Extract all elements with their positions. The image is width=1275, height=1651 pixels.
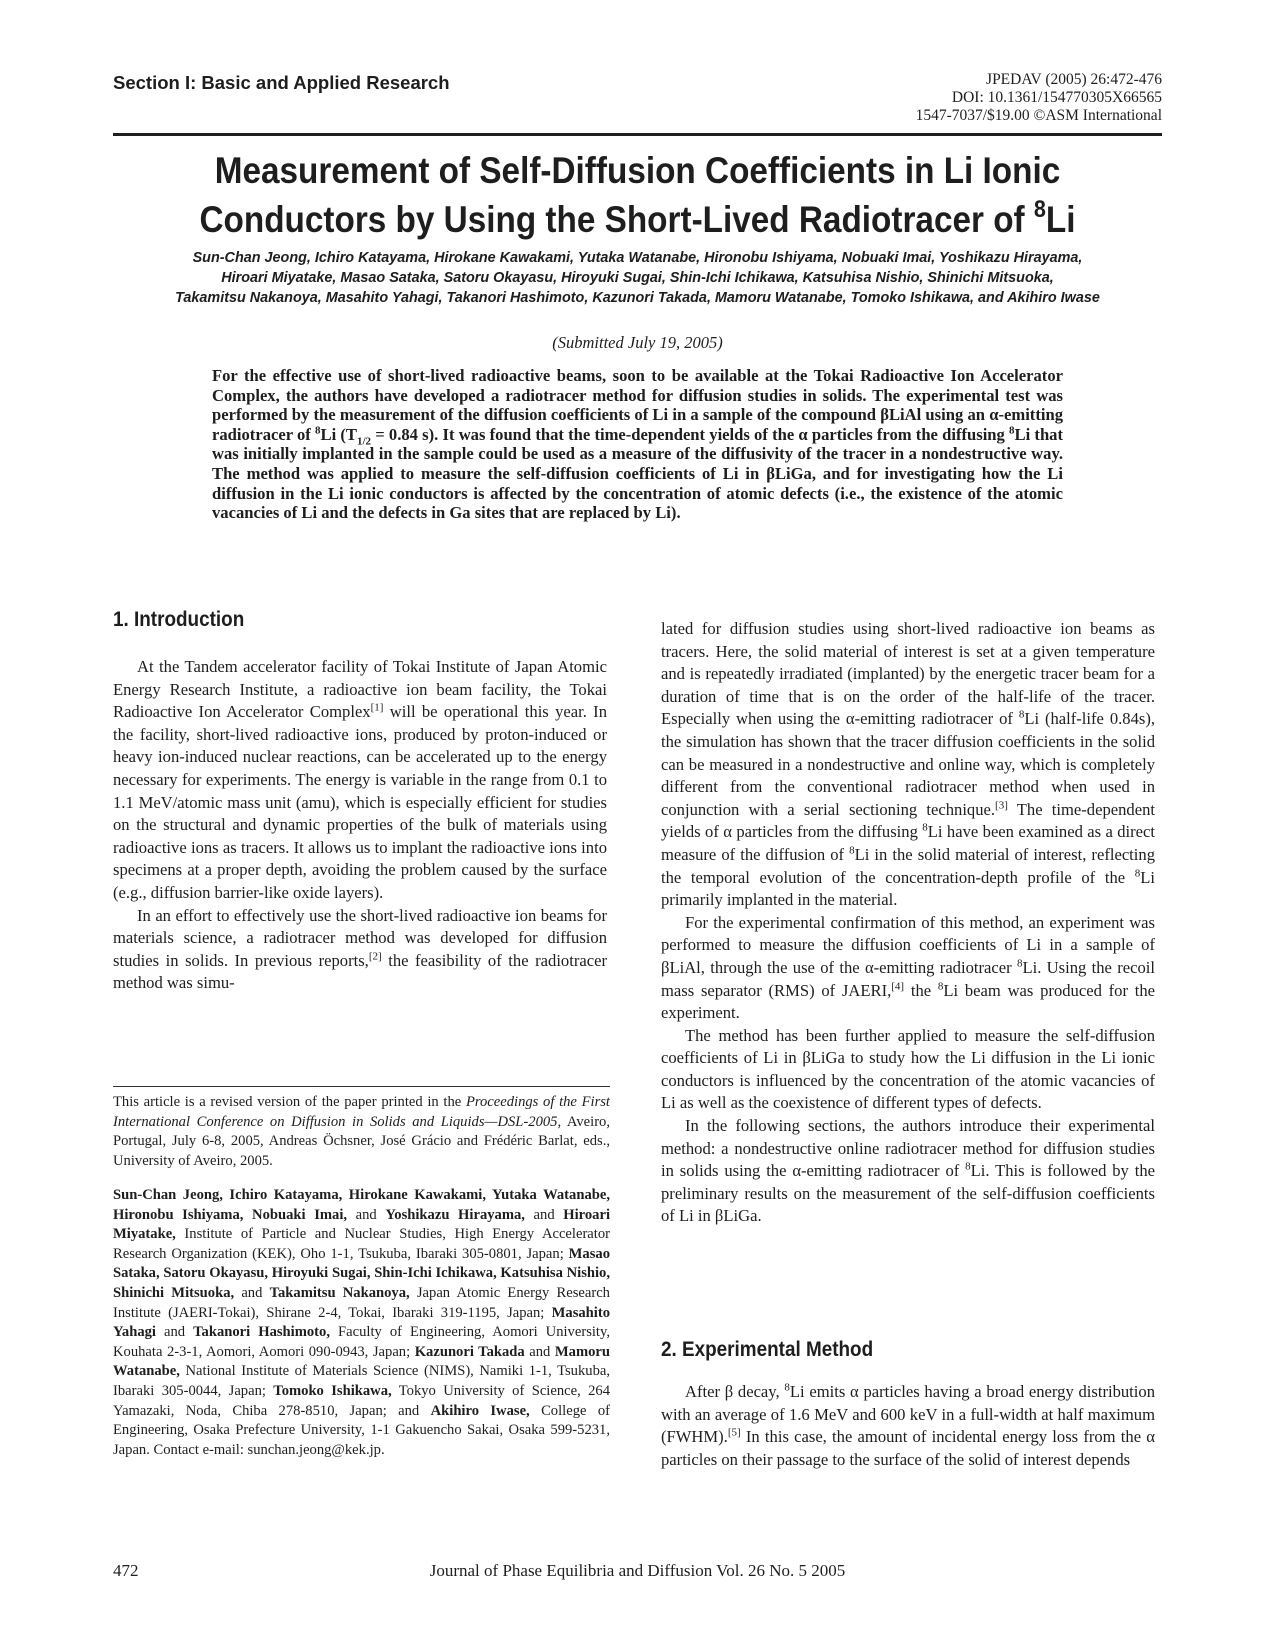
citation-ref: [3]: [995, 799, 1008, 812]
text: Aveiro, Portugal, July 6-8, 2005, Andreas Öchsner, José Grácio and Frédéric Barlat, eds., University of Aveiro, 2005.: [113, 1113, 610, 1169]
author-line: Hiroari Miyatake, Masao Sataka, Satoru Okayasu, Hiroyuki Sugai, Shin-Ichi Ichikawa, Katsuhisa Nishio, Shinichi Mitsuoka,: [221, 270, 1054, 286]
paragraph: [113, 905, 607, 995]
text: Li in the solid material of interest, reflecting the temporal evolution of the concentration-depth profile of the: [661, 844, 1155, 887]
abstract-text: Li that was initially implanted in the sample could be used as a measure of the diffusivity of the tracer in a nondestructive way. The method was applied to measure the self-diffusion coefficients of Li in βLiGa, and for investigating how the Li diffusion in the Li ionic conductors is affected by the concentration of atomic defects (i.e., the existence of the atomic vacancies of Li and the defects in Ga sites that are replaced by Li).: [212, 424, 1064, 523]
text: Li emits α particles having a broad energy distribution with an average of 1.6 MeV and 600 keV in a full-width at half maximum (FWHM).: [661, 1382, 1155, 1447]
text: Li. Using the recoil mass separator (RMS) of JAERI,: [661, 957, 1156, 1000]
doi: DOI: 10.1361/154770305X66565: [951, 89, 1162, 106]
paragraph: [113, 656, 607, 905]
issn-price: 1547-7037/$19.00 ©ASM International: [915, 107, 1162, 124]
paragraph: [661, 912, 1155, 1025]
superscript: 8: [1009, 424, 1015, 437]
superscript: 8: [784, 1381, 790, 1394]
paragraph: [661, 1381, 1155, 1471]
author-line: Takamitsu Nakanoya, Masahito Yahagi, Takanori Hashimoto, Kazunori Takada, Mamoru Watanabe, Tomoko Ishikawa, and Akihiro Iwase: [175, 290, 1100, 306]
text: College of Engineering, Osaka Prefecture University, 1-1 Gakuencho Sakai, Osaka 599-5231, Japan. Contact e-mail: sunchan.jeong@kek.jp.: [113, 1402, 610, 1458]
citation-ref: [5]: [727, 1426, 741, 1439]
page-number: 472: [113, 1561, 139, 1580]
section-label: Section I: Basic and Applied Research: [113, 72, 450, 93]
abstract: [212, 366, 1063, 523]
text: and: [234, 1284, 270, 1301]
abstract-text: Li (T: [320, 424, 357, 444]
text: Faculty of Engineering, Aomori University, Kouhata 2-3-1, Aomori, Aomori 090-0943, Japan;: [113, 1324, 610, 1360]
citation-ref: [2]: [368, 950, 382, 963]
proceedings-title: Proceedings of the First International Conference on Diffusion in Solids and Liquids—DSL-2005,: [113, 1094, 610, 1130]
title-text-end: Li: [1045, 199, 1076, 240]
text: and: [524, 1206, 564, 1223]
text: lated for diffusion studies using short-lived radioactive ion beams as tracers. Here, the solid material of interest is set at a given temperature and is repeatedly irradiated (implanted) by the energetic tracer beam for a duration of time that is on the order of the half-life of the tracer. Especially when using the α-emitting radiotracer of: [661, 619, 1155, 729]
superscript: 8: [965, 1160, 971, 1173]
author-names: Takanori Hashimoto,: [193, 1324, 330, 1341]
header-rule: [113, 133, 1162, 136]
section-heading-experimental-method: 2. Experimental Method: [661, 1338, 874, 1361]
footnote-affiliations: [113, 1186, 610, 1460]
superscript: 8: [315, 424, 321, 437]
abstract-text: = 0.84 s). It was found that the time-dependent yields of the α particles from the diffusing: [371, 424, 1010, 444]
author-names: Yoshikazu Hirayama,: [385, 1206, 525, 1223]
title-line-2: [154, 195, 1122, 244]
author-names: Hiroari Miyatake,: [113, 1206, 611, 1243]
right-column: [661, 618, 1155, 1228]
superscript: 8: [937, 979, 944, 992]
author-names: Sun-Chan Jeong, Ichiro Katayama, Hirokane Kawakami, Yutaka Watanabe, Hironobu Ishiyama, Nobuaki Imai,: [113, 1187, 610, 1223]
subscript: 1/2: [357, 435, 372, 448]
author-names: Masahito Yahagi: [113, 1304, 610, 1341]
citation-ref: [1]: [370, 701, 384, 714]
abstract-text: For the effective use of short-lived radioactive beams, soon to be available at the Tokai Radioactive Ion Accelerator Complex, the authors have developed a radiotracer method for diffusion studies in solids. The experimental test was performed by the measurement of the diffusion coefficients of Li in a sample of the compound βLiAl using an α-emitting radiotracer of: [212, 366, 1063, 444]
text: Li (half-life 0.84s), the simulation has shown that the tracer diffusion coefficients in the solid can be measured in a nondestructive and online way, which is completely different from the conventional radiotracer method when used in conjunction with a serial sectioning technique.: [661, 709, 1155, 819]
text: Li primarily implanted in the material.: [661, 867, 1155, 910]
footnote-text: [113, 1093, 610, 1171]
footnote-rule: [113, 1086, 610, 1087]
text: National Institute of Materials Science (NIMS), Namiki 1-1, Tsukuba, Ibaraki 305-0044, Japan;: [113, 1363, 610, 1399]
text: At the Tandem accelerator facility of Tokai Institute of Japan Atomic Energy Research Institute, a radioactive ion beam facility, the Tokai Radioactive Ion Accelerator Complex: [113, 657, 607, 722]
left-column: [113, 656, 607, 995]
section2-body: [661, 1381, 1155, 1471]
text: Li have been examined as a direct measure of the diffusion of: [661, 822, 1156, 864]
journal-meta: [916, 71, 1162, 125]
text: the: [904, 980, 938, 1000]
text: the feasibility of the radiotracer method was simu-: [113, 950, 607, 993]
author-names: Takamitsu Nakanoya,: [269, 1284, 410, 1301]
author-names: Mamoru Watanabe,: [113, 1343, 610, 1380]
title-superscript: 8: [1033, 196, 1046, 223]
text: Li beam was produced for the experiment.: [661, 980, 1155, 1023]
author-names: Kazunori Takada: [414, 1343, 525, 1360]
text: and: [524, 1343, 555, 1360]
superscript: 8: [849, 844, 855, 857]
text: This article is a revised version of the paper printed in the: [113, 1094, 466, 1110]
superscript: 8: [1134, 867, 1141, 879]
footnote-text: [113, 1186, 610, 1460]
section-heading-introduction: 1. Introduction: [113, 608, 245, 631]
text: Institute of Particle and Nuclear Studies, High Energy Accelerator Research Organization (KEK), Oho 1-1, Tsukuba, Ibaraki 305-0801, Japan;: [113, 1226, 610, 1262]
journal-ref: JPEDAV (2005) 26:472-476: [986, 71, 1162, 88]
submitted-date: (Submitted July 19, 2005): [552, 333, 723, 352]
text: In the following sections, the authors introduce their experimental method: a nondestructive online radiotracer method for diffusion studies in solids using the α-emitting radiotracer of: [661, 1116, 1155, 1181]
text: will be operational this year. In the facility, short-lived radioactive ions, produced by proton-induced or heavy ion-induced nuclear reactions, can be accelerated up to the energy necessary for experiments. The energy is variable in the range from 0.1 to 1.1 MeV/atomic mass unit (amu), which is especially efficient for studies on the structural and dynamic properties of the bulk of materials using radioactive ions as tracers. It allows us to implant the radioactive ions into specimens at a proper depth, avoiding the problem caused by the surface (e.g., diffusion barrier-like oxide layers).: [113, 702, 607, 902]
text: Tokyo University of Science, 264 Yamazaki, Noda, Chiba 278-8510, Japan; and: [113, 1382, 610, 1419]
paragraph: [661, 1115, 1155, 1228]
text: In this case, the amount of incidental energy loss from the α particles on their passage to the surface of the solid of interest depends: [661, 1427, 1155, 1469]
citation-ref: [4]: [891, 979, 905, 992]
superscript: 8: [1016, 957, 1023, 970]
text: The time-dependent yields of α particles from the diffusing: [661, 799, 1155, 842]
paragraph: [661, 618, 1155, 912]
text: After β decay,: [685, 1382, 785, 1401]
text: In an effort to effectively use the short-lived radioactive ion beams for materials science, a radiotracer method was developed for diffusion studies in solids. In previous reports,: [113, 905, 607, 970]
journal-footer: Journal of Phase Equilibria and Diffusion Vol. 26 No. 5 2005: [429, 1561, 846, 1580]
paragraph: The method has been further applied to measure the self-diffusion coefficients of Li in βLiGa to study how the Li diffusion in the Li ionic conductors is influenced by the concentration of the atomic vacancies of Li as well as the coexistence of different types of defects.: [661, 1025, 1155, 1113]
text: Li. This is followed by the preliminary results on the measurement of the self-diffusion coefficients of Li in βLiGa.: [661, 1161, 1155, 1226]
author-names: Tomoko Ishikawa,: [273, 1382, 392, 1399]
article-title: [154, 146, 1122, 244]
author-names: Masao Sataka, Satoru Okayasu, Hiroyuki Sugai, Shin-Ichi Ichikawa, Katsuhisa Nishio, Shinichi Mitsuoka,: [113, 1245, 610, 1301]
title-text: Conductors by Using the Short-Lived Radiotracer of: [199, 199, 1034, 240]
text: For the experimental confirmation of this method, an experiment was performed to measure the diffusion coefficients of Li in a sample of βLiAl, through the use of the α-emitting radiotracer: [661, 912, 1155, 977]
text: and: [347, 1206, 386, 1223]
author-line: Sun-Chan Jeong, Ichiro Katayama, Hirokane Kawakami, Yutaka Watanabe, Hironobu Ishiyama, Nobuaki Imai, Yoshikazu Hirayama,: [192, 250, 1083, 266]
author-names: Akihiro Iwase,: [430, 1402, 530, 1419]
title-line-1: Measurement of Self-Diffusion Coefficients in Li Ionic: [214, 150, 1061, 191]
author-list: [90, 248, 1185, 308]
text: Japan Atomic Energy Research Institute (JAERI-Tokai), Shirane 2-4, Tokai, Ibaraki 319-1195, Japan;: [113, 1284, 610, 1321]
superscript: 8: [922, 821, 928, 834]
superscript: 8: [1018, 708, 1025, 721]
footnote-proceedings: [113, 1093, 610, 1171]
text: and: [155, 1324, 194, 1341]
